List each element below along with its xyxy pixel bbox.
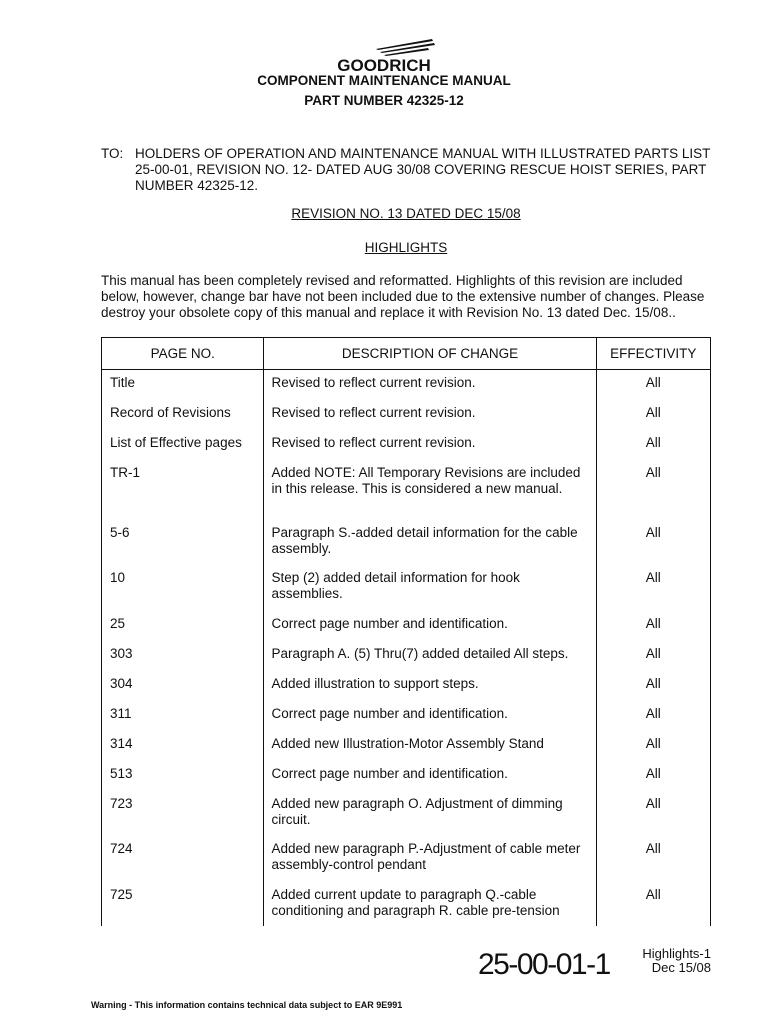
highlights-heading: HIGHLIGHTS xyxy=(364,240,448,255)
table-row xyxy=(102,641,711,671)
cell-page-no: 10 xyxy=(102,565,264,611)
table-row xyxy=(102,836,711,882)
to-block xyxy=(101,146,721,194)
cell-page-no: 724 xyxy=(102,836,264,882)
cell-description: Correct page number and identification. xyxy=(264,761,596,791)
table-row xyxy=(102,882,711,926)
cell-description: Revised to reflect current revision. xyxy=(264,430,596,460)
table-row xyxy=(102,671,711,701)
intro-paragraph: This manual has been completely revised and reformatted. Highlights of this revision are included below, however, change bar have not been included due to the extensive number of changes. Please destroy your obsolete copy of this manual and replace it with Revision No. 13 dated Dec. 15/08.. xyxy=(101,273,705,320)
page-date: Dec 15/08 xyxy=(651,960,711,975)
document-number: 25-00-01-1 xyxy=(478,948,610,981)
cell-description: Added illustration to support steps. xyxy=(264,671,596,701)
cell-page-no: 303 xyxy=(102,641,264,671)
cell-effectivity: All xyxy=(596,460,710,520)
table-row xyxy=(102,565,711,611)
cell-effectivity: All xyxy=(596,836,710,882)
table-row xyxy=(102,430,711,460)
cell-description: Correct page number and identification. xyxy=(264,701,596,731)
cell-effectivity: All xyxy=(596,761,710,791)
cell-description: Paragraph S.-added detail information for the cable assembly. xyxy=(264,520,596,565)
cell-description: Correct page number and identification. xyxy=(264,611,596,641)
manual-title: COMPONENT MAINTENANCE MANUAL xyxy=(257,73,511,88)
table-row xyxy=(102,731,711,761)
cell-description: Added current update to paragraph Q.-cable conditioning and paragraph R. cable pre-tension xyxy=(264,882,596,926)
table-row xyxy=(102,460,711,520)
header-description: DESCRIPTION OF CHANGE xyxy=(264,338,596,370)
highlights-table xyxy=(101,337,711,926)
cell-page-no: 513 xyxy=(102,761,264,791)
cell-page-no: 311 xyxy=(102,701,264,731)
cell-page-no: 304 xyxy=(102,671,264,701)
header-page-no: PAGE NO. xyxy=(102,338,264,370)
cell-page-no: 725 xyxy=(102,882,264,926)
table-row xyxy=(102,701,711,731)
cell-description: Added new paragraph O. Adjustment of dimming circuit. xyxy=(264,791,596,836)
cell-effectivity: All xyxy=(596,882,710,926)
cell-description: Revised to reflect current revision. xyxy=(264,400,596,430)
to-label: TO: xyxy=(101,146,124,161)
table-row xyxy=(102,400,711,430)
cell-effectivity: All xyxy=(596,400,710,430)
cell-effectivity: All xyxy=(596,520,710,565)
revision-line: REVISION NO. 13 DATED DEC 15/08 xyxy=(291,206,521,221)
cell-page-no: List of Effective pages xyxy=(102,430,264,460)
to-text: HOLDERS OF OPERATION AND MAINTENANCE MANUAL WITH ILLUSTRATED PARTS LIST 25-00-01, REVISION NO. 12- DATED AUG 30/08 COVERING RESCUE HOIST SERIES, PART NUMBER 42325-12. xyxy=(135,146,711,193)
cell-page-no: Record of Revisions xyxy=(102,400,264,430)
page-label-block xyxy=(600,947,711,975)
cell-effectivity: All xyxy=(596,701,710,731)
cell-page-no: 5-6 xyxy=(102,520,264,565)
table-row xyxy=(102,791,711,836)
cell-description: Added new paragraph P.-Adjustment of cable meter assembly-control pendant xyxy=(264,836,596,882)
export-warning: Warning - This information contains technical data subject to EAR 9E991 xyxy=(91,1000,403,1010)
cell-effectivity: All xyxy=(596,671,710,701)
cell-effectivity: All xyxy=(596,641,710,671)
cell-description: Step (2) added detail information for hook assemblies. xyxy=(264,565,596,611)
cell-effectivity: All xyxy=(596,791,710,836)
cell-page-no: 314 xyxy=(102,731,264,761)
cell-effectivity: All xyxy=(596,370,710,401)
page-label: Highlights-1 xyxy=(642,946,711,961)
cell-description: Revised to reflect current revision. xyxy=(264,370,596,401)
table-row xyxy=(102,611,711,641)
cell-description: Paragraph A. (5) Thru(7) added detailed All steps. xyxy=(264,641,596,671)
part-number: PART NUMBER 42325-12 xyxy=(304,93,464,108)
table-row xyxy=(102,370,711,401)
cell-effectivity: All xyxy=(596,611,710,641)
cell-page-no: Title xyxy=(102,370,264,401)
cell-effectivity: All xyxy=(596,430,710,460)
cell-page-no: 723 xyxy=(102,791,264,836)
cell-effectivity: All xyxy=(596,565,710,611)
svg-text:GOODRICH: GOODRICH xyxy=(337,56,431,75)
header-effectivity: EFFECTIVITY xyxy=(596,338,710,370)
table-row xyxy=(102,761,711,791)
table-header-row xyxy=(102,338,711,370)
cell-page-no: 25 xyxy=(102,611,264,641)
cell-description: Added NOTE: All Temporary Revisions are included in this release. This is considered a new manual. xyxy=(264,460,596,520)
table-row xyxy=(102,520,711,565)
cell-description: Added new Illustration-Motor Assembly Stand xyxy=(264,731,596,761)
cell-effectivity: All xyxy=(596,731,710,761)
cell-page-no: TR-1 xyxy=(102,460,264,520)
